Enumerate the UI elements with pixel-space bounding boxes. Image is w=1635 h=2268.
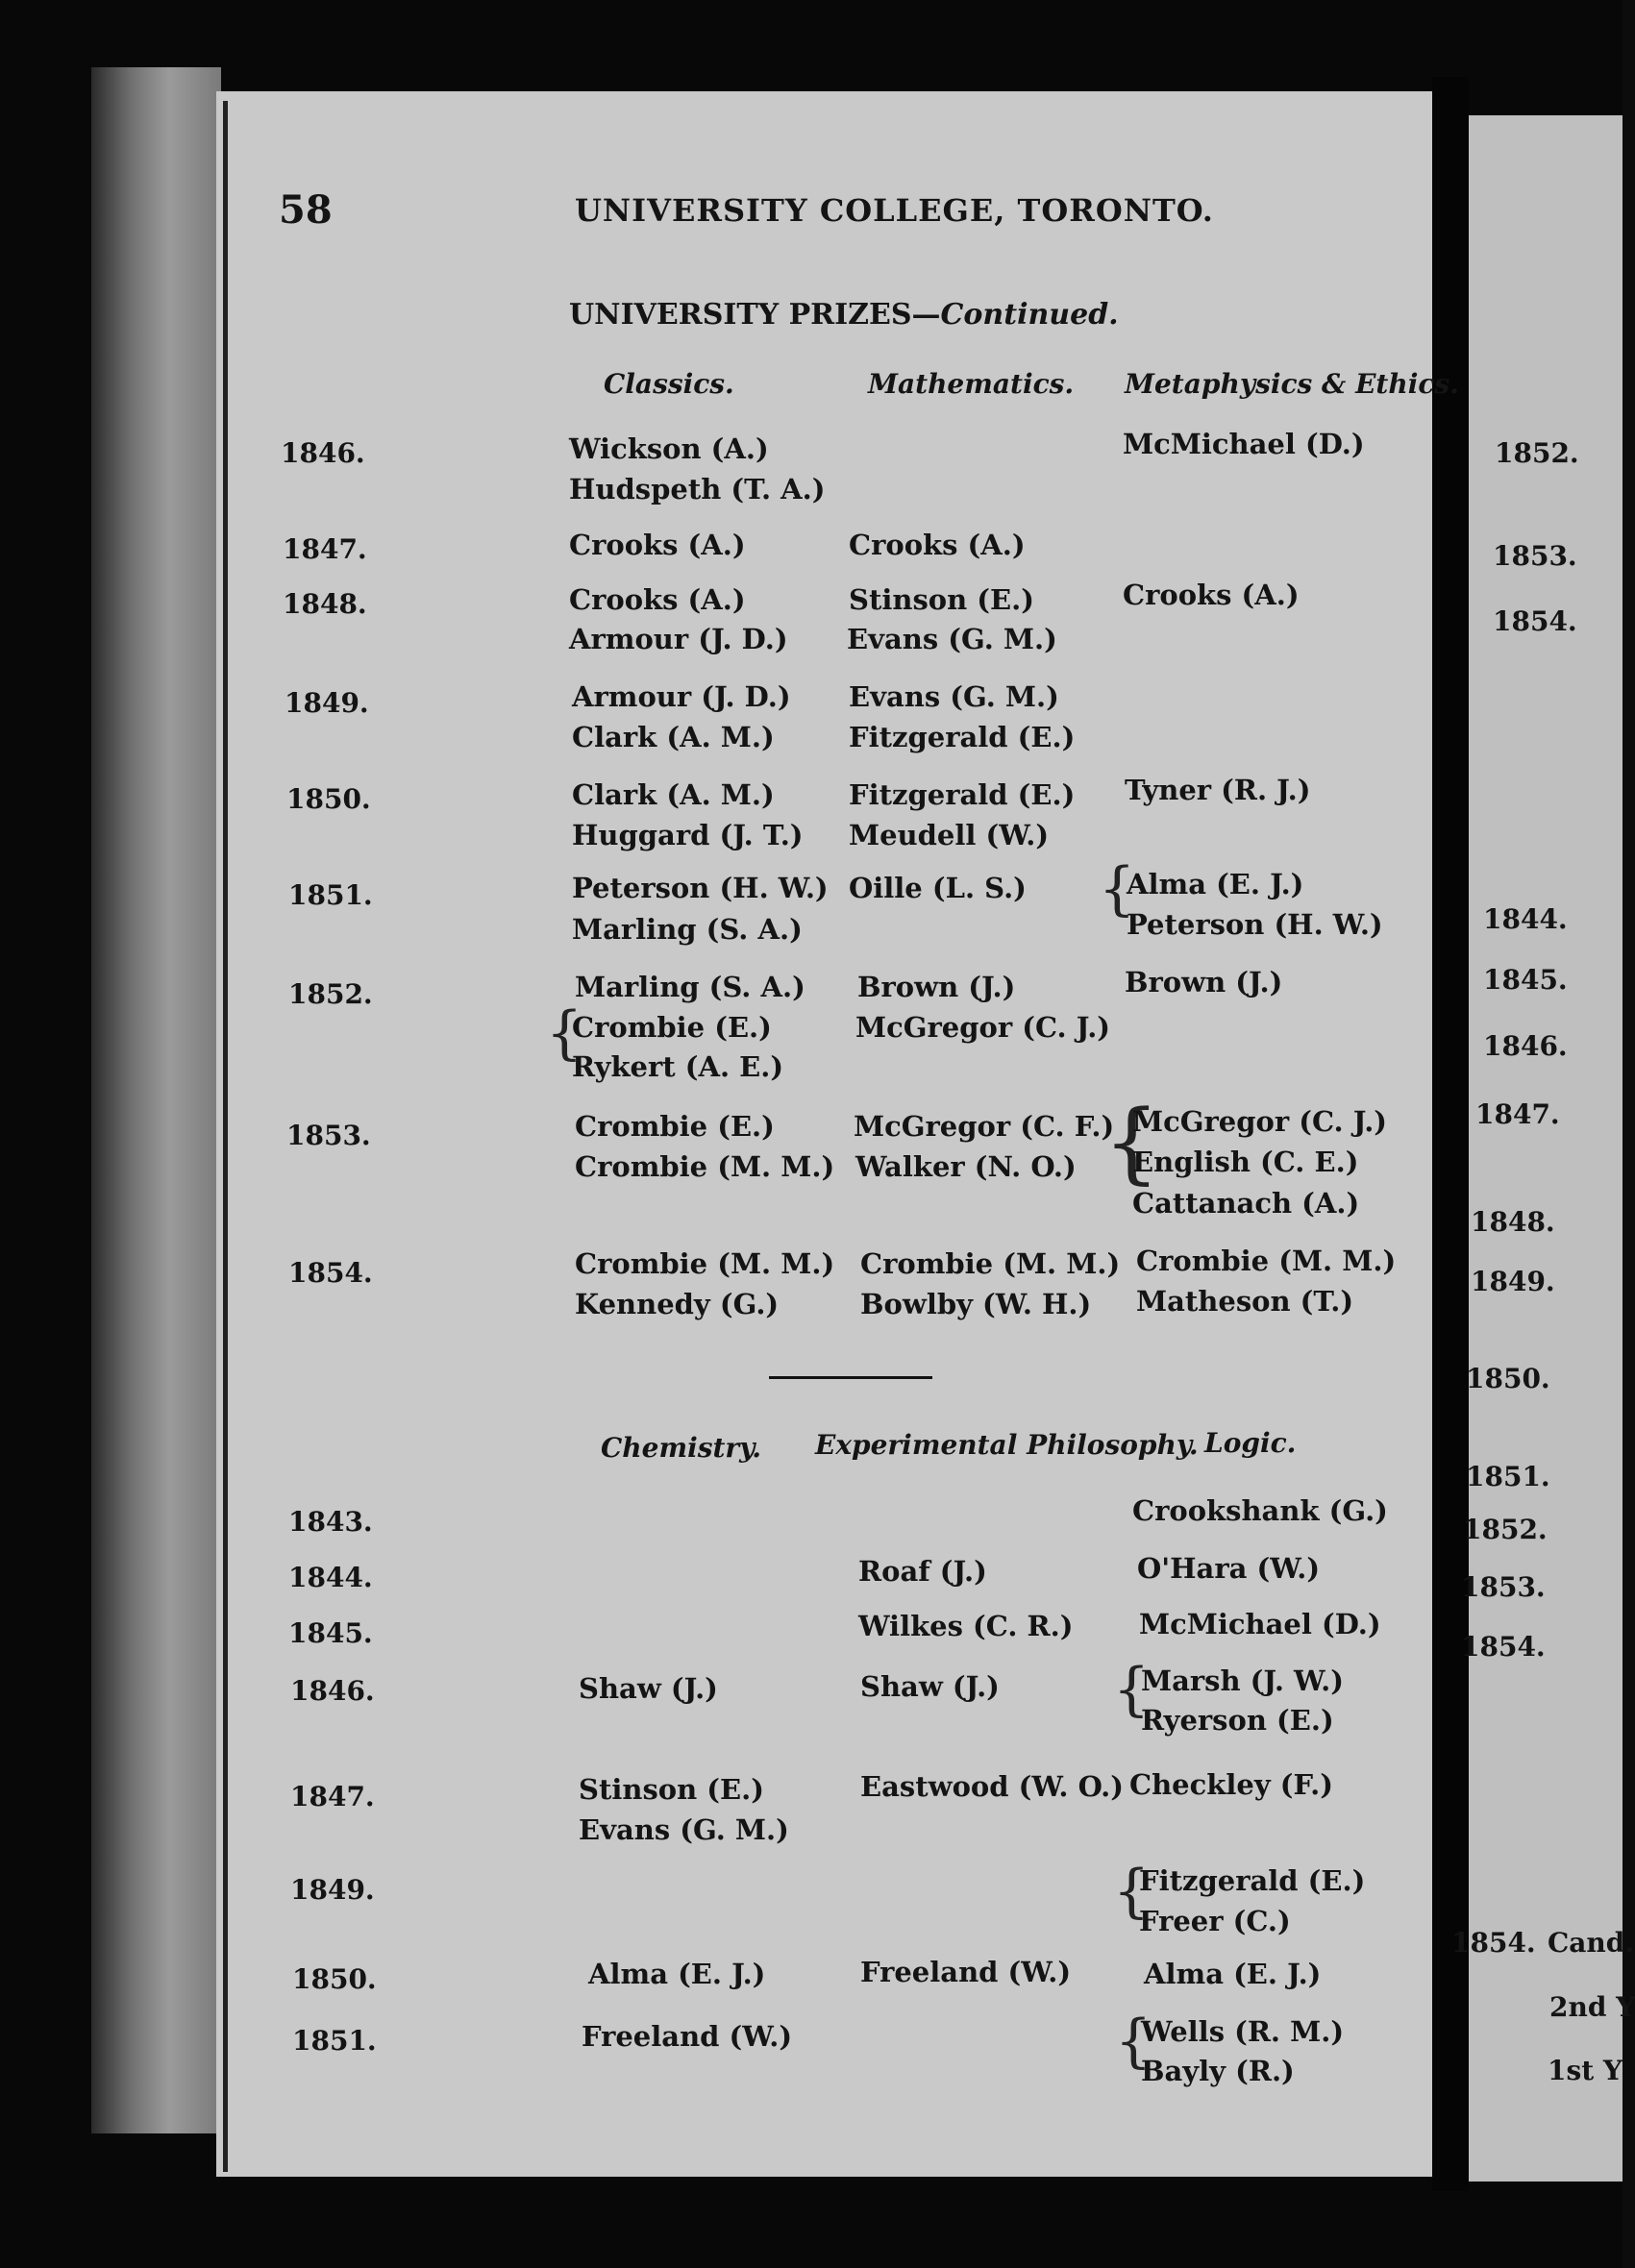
chemistry-entry: Freeland (W.) — [582, 2020, 793, 2053]
logic-entry: Bayly (R.) — [1141, 2055, 1295, 2087]
chemistry-entry: Alma (E. J.) — [588, 1958, 766, 1990]
facing-page — [1469, 115, 1623, 2182]
metaphysics-entry: Cattanach (A.) — [1132, 1187, 1360, 1220]
year-label: 1846. — [281, 437, 365, 469]
logic-entry: Marsh (J. W.) — [1141, 1664, 1344, 1697]
chemistry-entry: Evans (G. M.) — [579, 1813, 789, 1846]
metaphysics-entry: Peterson (H. W.) — [1127, 908, 1383, 941]
chemistry-entry: Stinson (E.) — [579, 1773, 764, 1806]
metaphysics-entry: McMichael (D.) — [1123, 428, 1365, 460]
facing-page-year: 1844. — [1483, 903, 1568, 935]
facing-page-year: 1850. — [1466, 1363, 1550, 1394]
classics-entry: Clark (A. M.) — [572, 778, 775, 811]
mathematics-entry: Evans (G. M.) — [847, 623, 1057, 655]
metaphysics-entry: Matheson (T.) — [1136, 1285, 1354, 1318]
facing-page-year: 1847. — [1475, 1098, 1560, 1130]
mathematics-entry: McGregor (C. F.) — [854, 1110, 1115, 1143]
metaphysics-entry: Brown (J.) — [1125, 966, 1283, 998]
mathematics-entry: Crooks (A.) — [849, 529, 1026, 561]
section-title-main: UNIVERSITY PRIZES— — [569, 298, 941, 332]
classics-entry: Armour (J. D.) — [572, 680, 791, 713]
classics-entry: Peterson (H. W.) — [572, 872, 829, 904]
year-label: 1850. — [286, 783, 371, 815]
mathematics-entry: McGregor (C. J.) — [855, 1011, 1111, 1044]
experimental-philosophy-entry: Eastwood (W. O.) — [860, 1770, 1124, 1803]
mathematics-entry: Crombie (M. M.) — [860, 1247, 1121, 1280]
metaphysics-entry: Alma (E. J.) — [1127, 868, 1304, 900]
facing-page-year: 1848. — [1471, 1206, 1555, 1238]
year-label: 1852. — [288, 978, 373, 1010]
facing-page-year: 1853. — [1493, 540, 1577, 572]
facing-page-year: 1854. — [1493, 605, 1577, 637]
experimental-philosophy-entry: Shaw (J.) — [860, 1670, 1000, 1703]
mathematics-entry: Fitzgerald (E.) — [849, 778, 1076, 811]
year-label: 1854. — [288, 1257, 373, 1289]
year-label: 1846. — [290, 1675, 375, 1707]
classics-entry: Crombie (M. M.) — [575, 1150, 835, 1183]
facing-page-year: 1846. — [1483, 1030, 1568, 1062]
year-label: 1851. — [292, 2025, 377, 2057]
classics-entry: Marling (S. A.) — [572, 913, 803, 946]
metaphysics-entry: Crooks (A.) — [1123, 579, 1300, 611]
mathematics-entry: Oille (L. S.) — [849, 872, 1027, 904]
page-number: 58 — [279, 187, 333, 233]
section-divider — [769, 1376, 932, 1379]
logic-entry: Ryerson (E.) — [1141, 1704, 1334, 1737]
metaphysics-entry: Tyner (R. J.) — [1125, 774, 1311, 806]
classics-entry: Crooks (A.) — [569, 583, 746, 616]
metaphysics-entry: English (C. E.) — [1132, 1146, 1359, 1178]
facing-page-year: 1854. — [1451, 1927, 1536, 1959]
logic-entry: Freer (C.) — [1139, 1905, 1291, 1937]
classics-entry: Huggard (J. T.) — [572, 819, 804, 851]
metaphysics-entry: Crombie (M. M.) — [1136, 1245, 1397, 1277]
facing-page-text: Cand. — [1548, 1927, 1635, 1959]
col-header-chemistry: Chemistry. — [601, 1432, 761, 1464]
facing-page-text: 1st Y — [1548, 2055, 1623, 2086]
mathematics-entry: Fitzgerald (E.) — [849, 721, 1076, 753]
facing-page-year: 1854. — [1461, 1631, 1546, 1663]
section-title — [569, 298, 1119, 332]
classics-entry: Hudspeth (T. A.) — [569, 473, 826, 505]
year-label: 1847. — [290, 1781, 375, 1812]
mathematics-entry: Brown (J.) — [857, 971, 1016, 1003]
brace-icon: { — [546, 999, 583, 1067]
logic-entry: Checkley (F.) — [1129, 1768, 1333, 1801]
mathematics-entry: Evans (G. M.) — [849, 680, 1059, 713]
year-label: 1847. — [283, 533, 367, 565]
running-title: UNIVERSITY COLLEGE, TORONTO. — [575, 192, 1214, 229]
metaphysics-entry: McGregor (C. J.) — [1132, 1105, 1388, 1138]
classics-entry: Marling (S. A.) — [575, 971, 805, 1003]
classics-entry: Rykert (A. E.) — [572, 1050, 784, 1083]
year-label: 1845. — [288, 1617, 373, 1649]
year-label: 1849. — [285, 687, 369, 719]
facing-page-year: 1852. — [1463, 1514, 1548, 1545]
classics-entry: Wickson (A.) — [569, 432, 769, 465]
logic-entry: Fitzgerald (E.) — [1139, 1864, 1366, 1897]
col-header-classics: Classics. — [604, 368, 734, 400]
book-page-edges — [91, 67, 221, 2133]
year-label: 1843. — [288, 1506, 373, 1538]
year-label: 1848. — [283, 588, 367, 620]
experimental-philosophy-entry: Freeland (W.) — [860, 1956, 1072, 1988]
year-label: 1850. — [292, 1963, 377, 1995]
facing-page-year: 1851. — [1466, 1461, 1550, 1492]
logic-entry: Alma (E. J.) — [1144, 1958, 1322, 1990]
classics-entry: Crombie (E.) — [572, 1011, 772, 1044]
mathematics-entry: Bowlby (W. H.) — [860, 1288, 1092, 1320]
experimental-philosophy-entry: Wilkes (C. R.) — [858, 1610, 1074, 1642]
brace-icon: { — [1113, 1858, 1151, 1925]
logic-entry: O'Hara (W.) — [1137, 1552, 1321, 1585]
facing-page-year: 1852. — [1495, 437, 1579, 469]
year-label: 1851. — [288, 879, 373, 911]
classics-entry: Clark (A. M.) — [572, 721, 775, 753]
col-header-logic: Logic. — [1204, 1427, 1297, 1459]
experimental-philosophy-entry: Roaf (J.) — [858, 1555, 987, 1588]
classics-entry: Kennedy (G.) — [575, 1288, 780, 1320]
col-header-experimental-philosophy: Experimental Philosophy. — [815, 1429, 1199, 1461]
brace-icon: { — [1103, 1091, 1160, 1194]
logic-entry: McMichael (D.) — [1139, 1608, 1381, 1640]
mathematics-entry: Meudell (W.) — [849, 819, 1050, 851]
facing-page-year: 1845. — [1483, 964, 1568, 996]
chemistry-entry: Shaw (J.) — [579, 1672, 718, 1705]
classics-entry: Crooks (A.) — [569, 529, 746, 561]
facing-page-text: 2nd Y — [1549, 1991, 1635, 2023]
classics-entry: Armour (J. D.) — [569, 623, 788, 655]
brace-icon: { — [1115, 2008, 1152, 2075]
year-label: 1853. — [286, 1120, 371, 1151]
classics-entry: Crombie (M. M.) — [575, 1247, 835, 1280]
year-label: 1849. — [290, 1874, 375, 1906]
facing-page-year: 1849. — [1471, 1266, 1555, 1297]
brace-icon: { — [1113, 1656, 1151, 1723]
classics-entry: Crombie (E.) — [575, 1110, 775, 1143]
mathematics-entry: Walker (N. O.) — [855, 1150, 1077, 1183]
year-label: 1844. — [288, 1562, 373, 1593]
section-title-italic: Continued. — [940, 298, 1119, 332]
facing-page-year: 1853. — [1461, 1571, 1546, 1603]
col-header-metaphysics: Metaphysics & Ethics. — [1125, 368, 1459, 400]
logic-entry: Wells (R. M.) — [1141, 2015, 1345, 2048]
col-header-mathematics: Mathematics. — [868, 368, 1075, 400]
logic-entry: Crookshank (G.) — [1132, 1494, 1388, 1527]
brace-icon: { — [1099, 855, 1136, 923]
mathematics-entry: Stinson (E.) — [849, 583, 1034, 616]
